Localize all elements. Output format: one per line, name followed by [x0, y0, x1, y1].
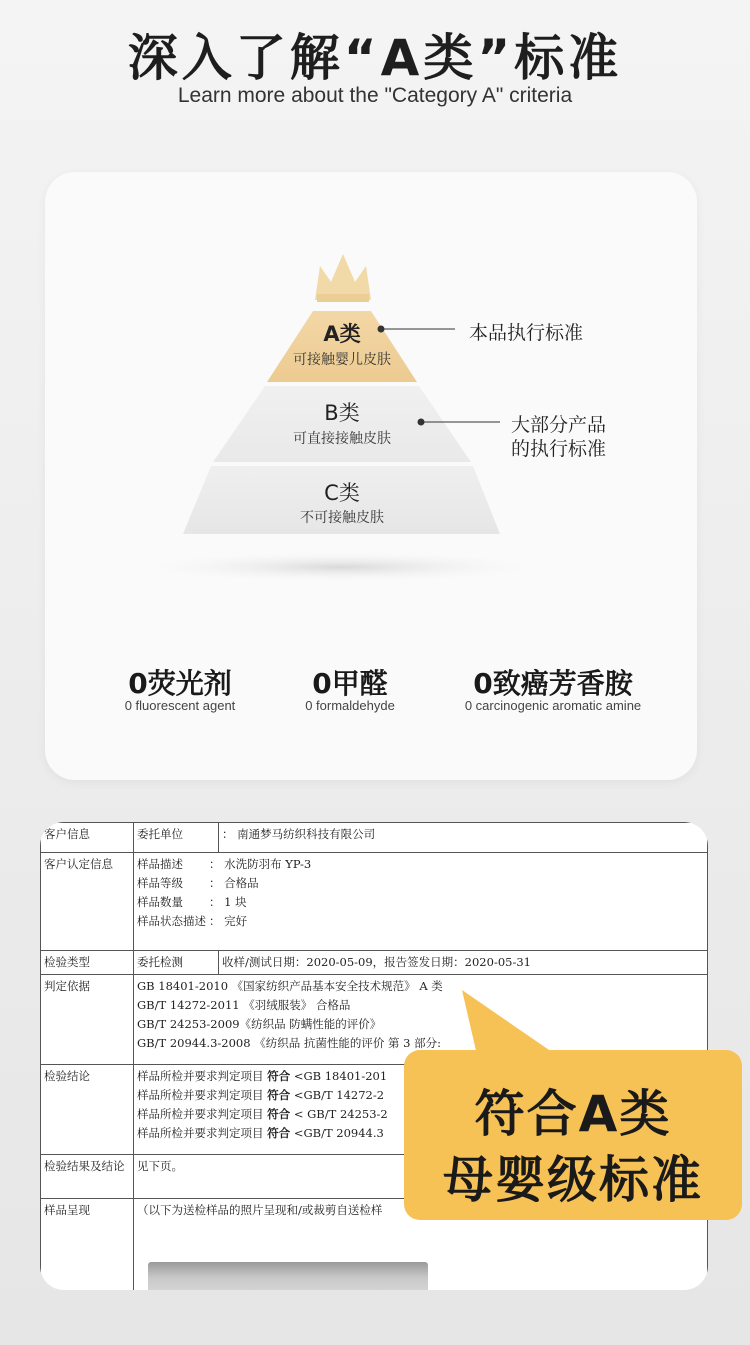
report-label-client: 客户信息	[41, 823, 134, 853]
conclusion-ref: <GB 18401-201	[293, 1069, 388, 1083]
crown-base	[317, 294, 369, 302]
report-label-results: 检验结果及结论	[41, 1155, 134, 1199]
badge-line2: 母婴级标准	[443, 1151, 703, 1209]
standard-line: GB/T 24253-2009《纺织品 防螨性能的评价》	[137, 1017, 382, 1031]
list-item	[137, 893, 704, 912]
sample-key: 样品等级	[137, 876, 183, 890]
stat-formaldehyde-title: 0甲醛	[312, 667, 388, 700]
sample-value: ： 1 块	[209, 895, 247, 909]
standard-line: GB 18401-2010 《国家纺织产品基本安全技术规范》 A 类	[137, 979, 443, 993]
list-item	[137, 855, 704, 874]
conclusion-prefix: 样品所检并要求判定项目	[137, 1107, 264, 1121]
tier-a-desc: 可接触婴儿皮肤	[293, 352, 391, 368]
sample-value: ： 合格品	[209, 876, 259, 890]
report-label-client-info: 客户认定信息	[41, 853, 134, 951]
sample-value: ： 完好	[209, 914, 248, 928]
conclusion-ref: <GB/T 14272-2	[293, 1088, 385, 1102]
callout-a-text: 本品执行标准	[469, 322, 584, 344]
table-row	[41, 951, 708, 975]
table-row	[41, 853, 708, 951]
report-value-consignor: ： 南通梦马纺织科技有限公司	[219, 823, 708, 853]
tier-c-name: C类	[324, 481, 360, 505]
conclusion-prefix: 样品所检并要求判定项目	[137, 1126, 264, 1140]
badge-line1: 符合A类	[474, 1085, 672, 1143]
callout-b-line1: 大部分产品	[511, 414, 607, 436]
report-sample-info	[134, 853, 708, 951]
conclusion-verdict: 符合	[267, 1126, 291, 1140]
tier-b-name: B类	[324, 401, 360, 425]
table-row	[41, 823, 708, 853]
report-value-dates: 收样/测试日期：2020-05-09，报告签发日期：2020-05-31	[219, 951, 708, 975]
standard-card	[45, 172, 697, 780]
standard-line: GB/T 14272-2011 《羽绒服装》 合格品	[137, 998, 351, 1012]
conclusion-ref: <GB/T 20944.3	[293, 1126, 384, 1140]
report-label-consignor: 委托单位	[134, 823, 219, 853]
page-subtitle: Learn more about the "Category A" criteria	[177, 84, 573, 107]
conclusion-verdict: 符合	[267, 1069, 291, 1083]
stat-formaldehyde-sub: 0 formaldehyde	[305, 698, 395, 713]
list-item	[137, 874, 704, 893]
pyramid-graphic	[45, 172, 697, 612]
report-value-sample-photo: （以下为送检样品的照片呈现和/或裁剪自送检样	[134, 1199, 708, 1291]
conclusion-prefix: 样品所检并要求判定项目	[137, 1069, 264, 1083]
stat-fluorescent-title: 0荧光剂	[128, 667, 232, 700]
tier-b-desc: 可直接接触皮肤	[293, 431, 391, 447]
sample-key: 样品描述	[137, 857, 183, 871]
conclusion-ref: < GB/T 24253-2	[293, 1107, 388, 1121]
stat-fluorescent-sub: 0 fluorescent agent	[124, 698, 236, 713]
report-value-test-type: 委托检测	[134, 951, 219, 975]
sample-value: ： 水洗防羽布 YP-3	[209, 857, 312, 871]
conclusion-verdict: 符合	[267, 1107, 291, 1121]
sample-key: 样品状态描述	[137, 914, 206, 928]
standard-line: GB/T 20944.3-2008 《纺织品 抗菌性能的评价 第 3 部分:	[137, 1036, 442, 1050]
list-item	[137, 912, 704, 931]
report-label-conclusion: 检验结论	[41, 1065, 134, 1155]
conclusion-verdict: 符合	[267, 1088, 291, 1102]
conclusion-prefix: 样品所检并要求判定项目	[137, 1088, 264, 1102]
page-title: 深入了解“A类”标准	[127, 29, 623, 87]
report-label-test-type: 检验类型	[41, 951, 134, 975]
stat-amine-sub: 0 carcinogenic aromatic amine	[464, 698, 642, 713]
stat-amine-title: 0致癌芳香胺	[473, 667, 633, 700]
report-label-basis: 判定依据	[41, 975, 134, 1065]
report-value-results: 见下页。	[134, 1155, 708, 1199]
pyramid-shadow	[131, 551, 551, 583]
tier-a-name: A类	[323, 322, 361, 346]
callout-b-line2: 的执行标准	[511, 438, 607, 460]
report-label-sample-photo: 样品呈现	[41, 1199, 134, 1291]
sample-key: 样品数量	[137, 895, 183, 909]
sample-photo	[148, 1262, 428, 1290]
tier-c-desc: 不可接触皮肤	[300, 510, 384, 526]
crown-icon	[315, 254, 371, 300]
